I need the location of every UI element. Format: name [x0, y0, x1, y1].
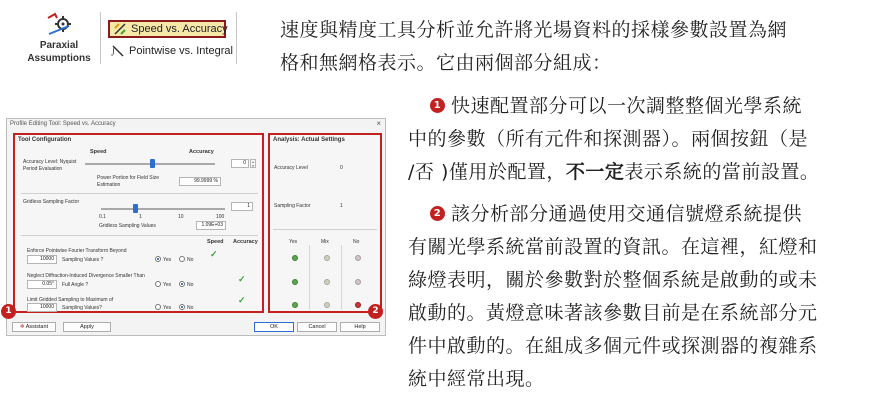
speed-accuracy-dialog	[6, 118, 386, 336]
item1-line3-bold: 不一定	[565, 161, 625, 183]
assistant-icon: ✲	[19, 324, 26, 330]
intro-line: 速度與精度工具分析並允許將光場資料的採樣參數設置為網	[280, 19, 788, 41]
speed-accuracy-icon	[113, 22, 127, 36]
item2-paragraph	[408, 198, 870, 396]
column-divider	[309, 245, 310, 310]
row1-yes-label: Yes	[163, 257, 172, 263]
item1-paragraph	[408, 90, 870, 189]
item1-badge: 1	[430, 98, 445, 113]
item1-line3-post: 表示系統的當前設置。	[624, 161, 820, 183]
ok-button[interactable]: OK	[254, 322, 294, 332]
row1-no-radio[interactable]	[179, 256, 185, 262]
row2-no-label: No	[187, 282, 194, 288]
item2-line: 綠燈表明，關於參數對於整個系統是啟動的或未	[408, 269, 818, 291]
nyquist-label-line1: Accuracy Level: Nyquist	[23, 159, 77, 165]
ribbon-toolbar	[22, 8, 238, 68]
item1-line: 中的參數（所有元件和探測器）。兩個按鈕（是	[408, 128, 809, 150]
item2-badge: 2	[430, 206, 445, 221]
row1-speed-check-icon: ✓	[210, 249, 218, 259]
row1-label-line2: Sampling Values ?	[62, 257, 104, 263]
gridless-values-field: 1.09E+03	[196, 221, 226, 230]
assistant-button[interactable]	[12, 322, 56, 332]
item2-line: 有關光學系統當前設置的資訊。在這裡，紅燈和	[408, 236, 818, 258]
row2-yes-lamp	[292, 279, 298, 285]
gridless-slider-thumb[interactable]	[133, 204, 138, 213]
paraxial-label-line2: Assumptions	[27, 53, 91, 64]
column-no: No	[353, 239, 360, 245]
nyquist-spin-button[interactable]: ▲ ▼	[251, 160, 255, 168]
paraxial-assumptions-icon	[45, 12, 73, 38]
row1-yes-radio[interactable]	[155, 256, 161, 262]
item1-line3-pre: /否 )僅用於配置，	[408, 161, 566, 183]
cancel-button[interactable]: Cancel	[297, 322, 337, 332]
item2-line1-text: 該分析部分通過使用交通信號燈系統提供	[451, 203, 803, 225]
tick-label: 1	[139, 214, 142, 220]
nyquist-label-line2: Period Evaluation	[23, 166, 63, 172]
pointwise-integral-icon	[111, 44, 125, 58]
intro-line: 格和無網格表示。它由兩個部分組成：	[280, 52, 612, 74]
gridless-factor-field[interactable]: 1	[231, 202, 253, 211]
speed-vs-accuracy-button[interactable]	[108, 20, 226, 38]
row3-yes-label: Yes	[163, 305, 172, 311]
accuracy-header: Accuracy	[189, 149, 214, 155]
row2-no-lamp	[355, 279, 361, 285]
row3-yes-lamp	[292, 302, 298, 308]
help-button[interactable]: Help	[340, 322, 380, 332]
item2-line: 件中啟動的。在組成多個元件或探測器的複雜系	[408, 335, 818, 357]
nyquist-slider-thumb[interactable]	[150, 159, 155, 168]
power-label-line2: Estimation	[97, 182, 121, 188]
row2-label-line1: Neglect Diffraction-Induced Divergence Smaller Than	[27, 273, 145, 279]
accuracy-level-label: Accuracy Level	[274, 165, 308, 171]
column-accuracy: Accuracy	[233, 239, 258, 245]
intro-paragraph	[280, 14, 870, 80]
row1-no-label: No	[187, 257, 194, 263]
tick-label: 10	[178, 214, 184, 220]
row1-no-lamp	[355, 255, 361, 261]
row1-mix-lamp	[324, 255, 330, 261]
row3-accuracy-check-icon: ✓	[238, 295, 246, 305]
item2-line: 啟動的。黃燈意味著該參數目前是在系統部分元	[408, 302, 818, 324]
divider	[21, 235, 258, 236]
column-divider	[341, 245, 342, 310]
item1-line1-text: 快速配置部分可以一次調整整個光學系統	[451, 95, 803, 117]
paraxial-label-line1: Paraxial	[39, 40, 79, 51]
row2-label-line2: Full Angle ?	[62, 282, 89, 288]
pointwise-vs-integral-button[interactable]	[108, 42, 234, 60]
item2-line	[408, 198, 870, 231]
paraxial-assumptions-button[interactable]	[22, 8, 96, 68]
row2-accuracy-check-icon: ✓	[238, 274, 246, 284]
column-mix: Mix	[321, 239, 329, 245]
speed-vs-accuracy-label: Speed vs. Accuracy	[131, 23, 228, 35]
svg-text:∫: ∫	[111, 47, 116, 57]
row2-yes-label: Yes	[163, 282, 172, 288]
row2-value-field[interactable]: 0.05°	[27, 280, 57, 289]
row3-label-line2: Sampling Values?	[62, 305, 102, 311]
divider	[273, 229, 377, 230]
power-label-line1: Power Portion for Field Size	[97, 175, 159, 181]
tick-label: 100	[216, 214, 225, 220]
speed-header: Speed	[90, 149, 107, 155]
sampling-factor-value: 1	[340, 203, 343, 209]
close-icon[interactable]: ×	[376, 119, 381, 128]
item2-line: 統中經常出現。	[408, 368, 545, 390]
nyquist-value-field[interactable]: 0	[231, 159, 249, 168]
tool-configuration-title: Tool Configuration	[18, 137, 72, 143]
item1-line	[408, 90, 870, 123]
gridless-factor-label: Gridless Sampling Factor	[23, 199, 80, 205]
column-yes: Yes	[289, 239, 298, 245]
ribbon-separator	[236, 12, 237, 64]
section-1-badge: 1	[1, 304, 16, 319]
row2-no-radio[interactable]	[179, 281, 185, 287]
dialog-title: Profile Editing Tool: Speed vs. Accuracy	[10, 121, 116, 127]
power-portion-field[interactable]: 99.9999 %	[179, 177, 221, 186]
row1-label-line1: Enforce Pointwise Fourier Transform Beyond	[27, 248, 127, 254]
analysis-panel	[268, 133, 382, 313]
row3-value-field[interactable]: 10000	[27, 303, 57, 312]
divider	[21, 193, 258, 194]
section-2-badge: 2	[368, 304, 383, 319]
ribbon-separator	[100, 12, 101, 64]
analysis-title: Analysis: Actual Settings	[273, 137, 345, 143]
row2-mix-lamp	[324, 279, 330, 285]
gridless-slider-track[interactable]	[101, 208, 225, 210]
row3-no-lamp	[355, 302, 361, 308]
tool-configuration-panel	[13, 133, 264, 313]
pointwise-vs-integral-label: Pointwise vs. Integral	[129, 45, 233, 57]
tick-label: 0.1	[99, 214, 106, 220]
column-speed: Speed	[207, 239, 224, 245]
row3-no-radio[interactable]	[179, 304, 185, 310]
gridless-values-label: Gridless Sampling Values	[99, 223, 156, 229]
row3-yes-radio[interactable]	[155, 304, 161, 310]
apply-button[interactable]: Apply	[63, 322, 111, 332]
assistant-label: Assistant	[25, 324, 49, 330]
row1-yes-lamp	[292, 255, 298, 261]
accuracy-level-value: 0	[340, 165, 343, 171]
row3-mix-lamp	[324, 302, 330, 308]
row3-no-label: No	[187, 305, 194, 311]
item1-line	[408, 156, 870, 189]
sampling-factor-label: Sampling Factor	[274, 203, 311, 209]
row2-yes-radio[interactable]	[155, 281, 161, 287]
row3-label-line1: Limit Gridded Sampling to Maximum of	[27, 297, 114, 303]
row1-value-field[interactable]: 10000	[27, 255, 57, 264]
